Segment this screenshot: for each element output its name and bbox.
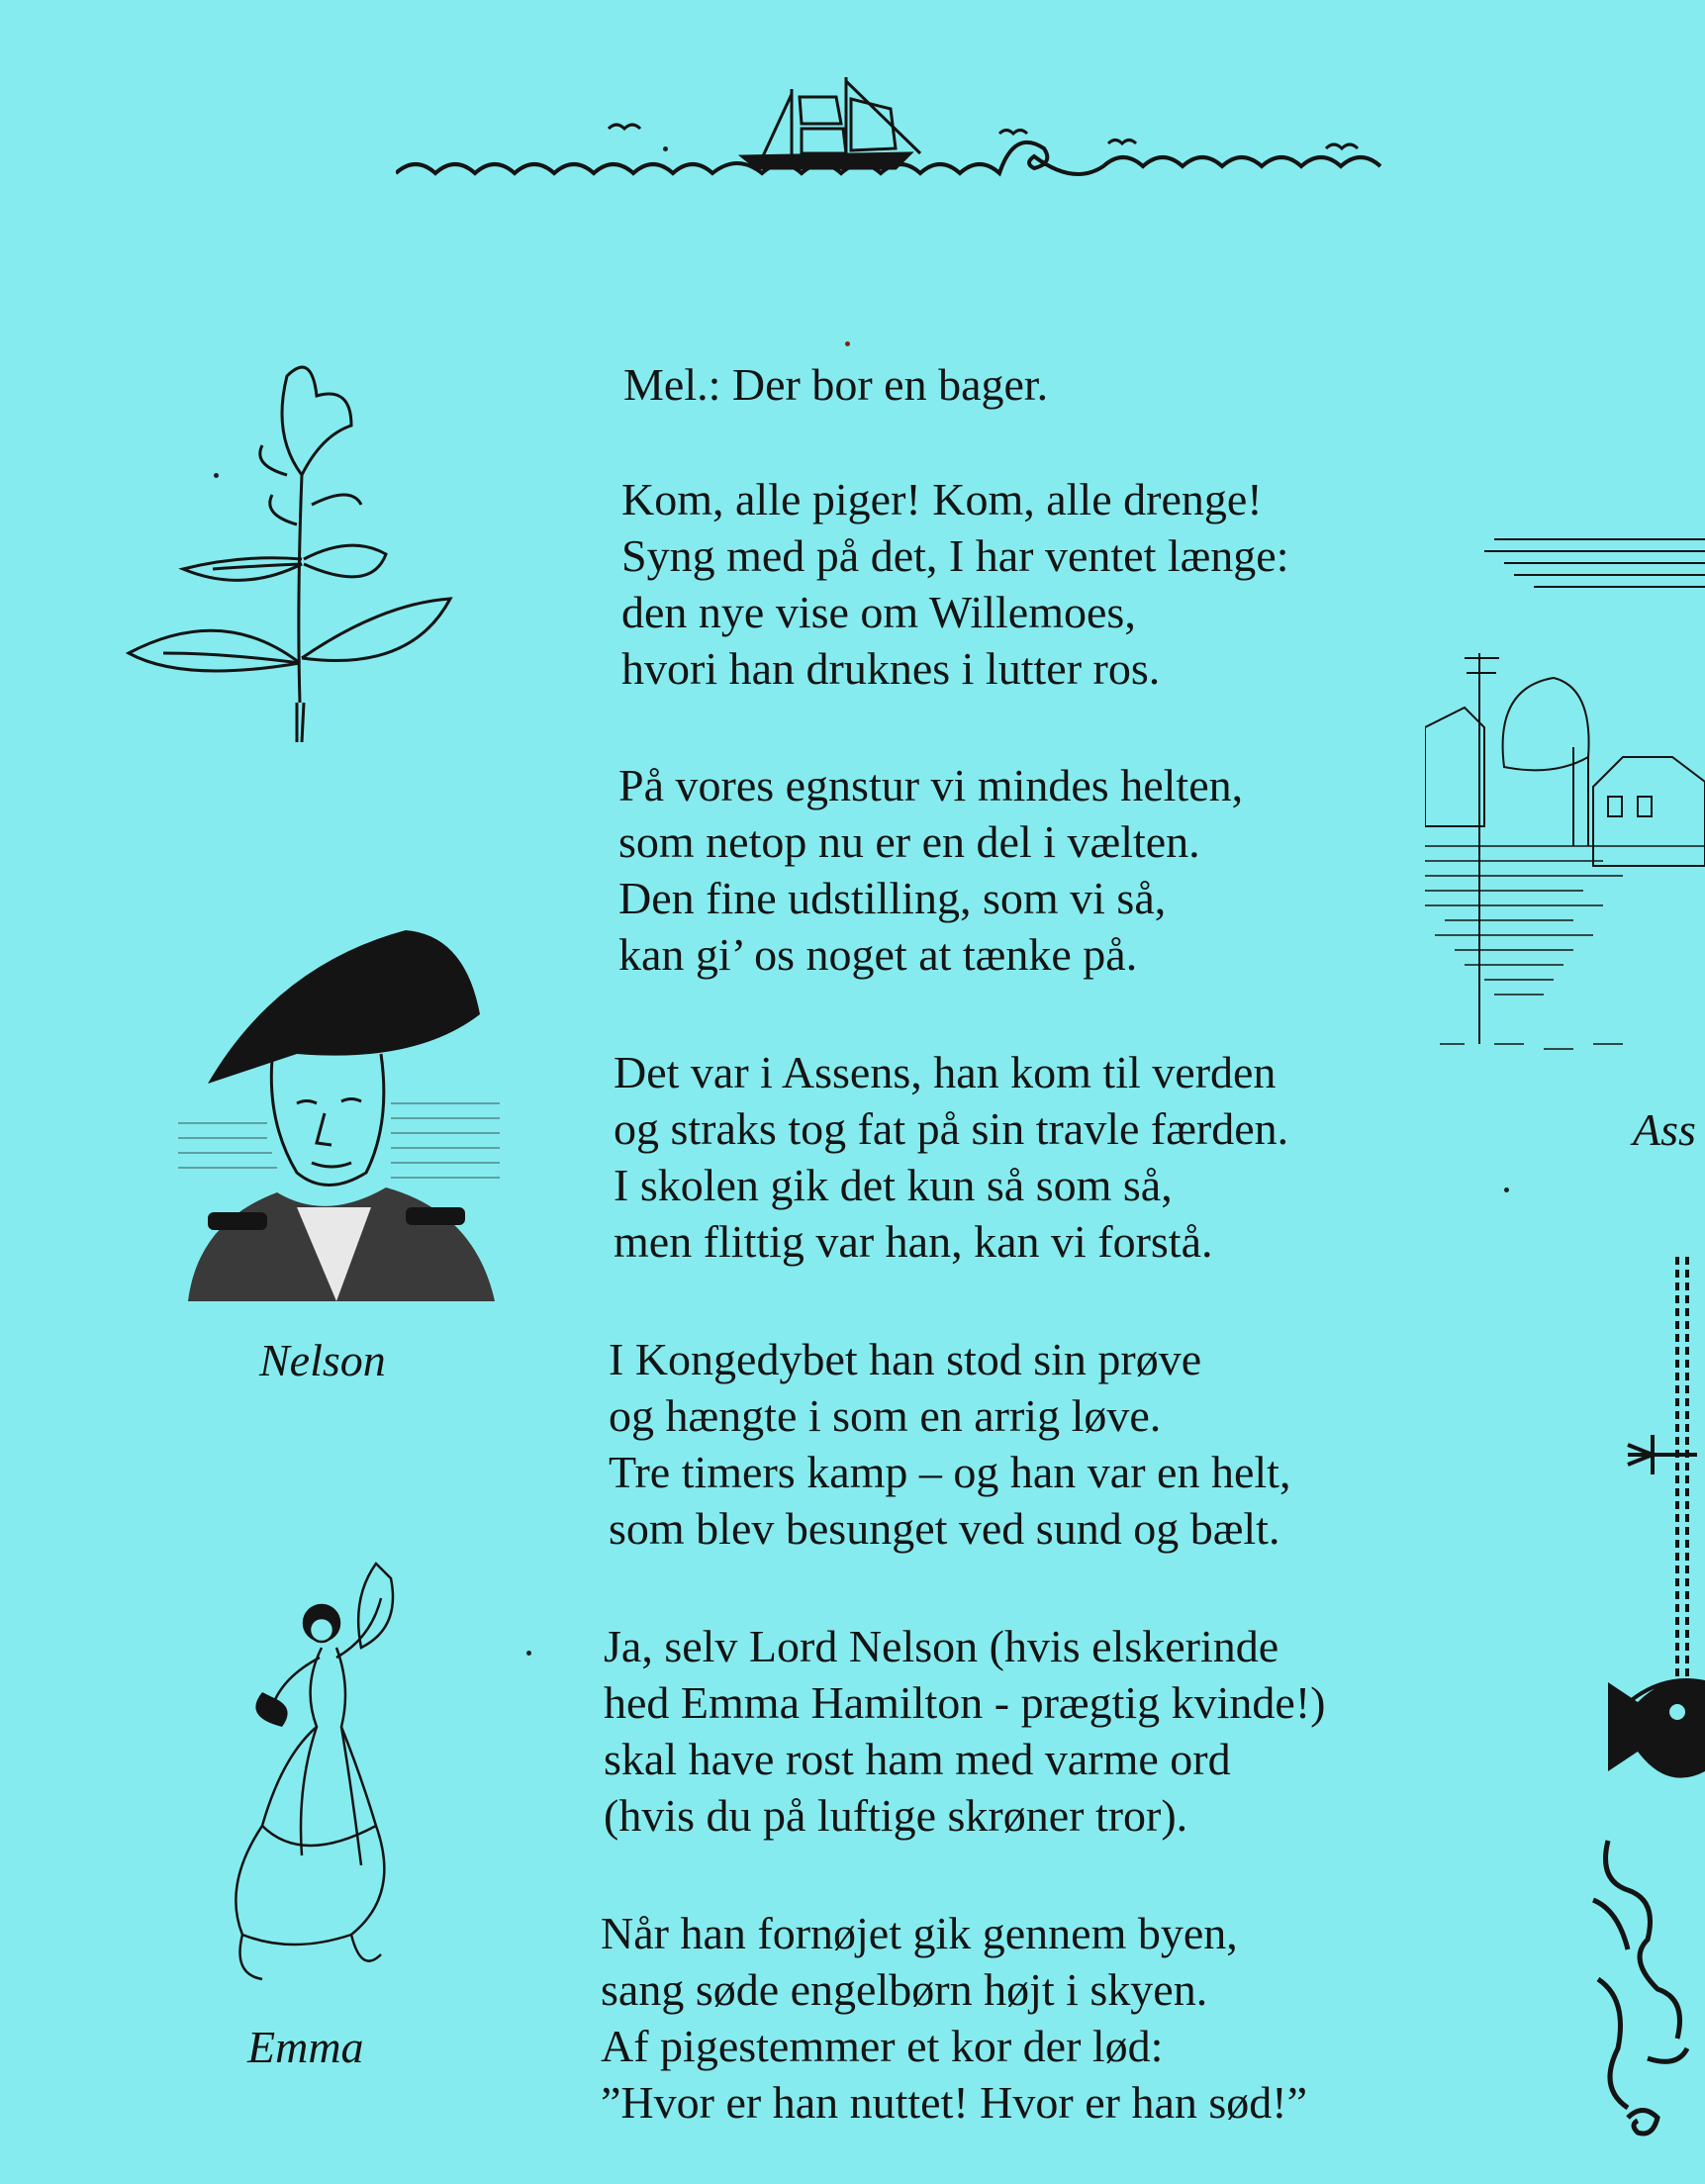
poem-line: Når han fornøjet gik gennem byen, [601, 1908, 1238, 1958]
poem-line: Det var i Assens, han kom til verden [614, 1047, 1277, 1097]
poem-line: som blev besunget ved sund og bælt. [609, 1503, 1280, 1554]
poem-line: I skolen gik det kun så som så, [614, 1160, 1173, 1210]
print-speck [526, 1651, 531, 1656]
poem-line: den nye vise om Willemoes, [621, 587, 1136, 637]
stanza-4 [609, 1331, 1290, 1557]
emma-dancing-figure-illustration [203, 1559, 450, 1984]
poem-line: som netop nu er en del i vælten. [618, 816, 1200, 867]
poem-line: På vores egnstur vi mindes helten, [618, 760, 1244, 810]
poem-line: og hængte i som en arrig løve. [609, 1390, 1162, 1441]
poem-line: skal have rost ham med varme ord [604, 1734, 1231, 1784]
stanza-3 [614, 1044, 1288, 1270]
header-ship-and-waves-illustration [396, 69, 1583, 198]
caption-assens: Ass [1633, 1104, 1696, 1155]
print-speck [214, 473, 219, 478]
print-speck [663, 146, 668, 151]
seagull-icons [609, 125, 1358, 148]
nelson-portrait-illustration [178, 925, 500, 1311]
poem-line: Kom, alle piger! Kom, alle drenge! [621, 474, 1263, 524]
assens-town-scene-illustration [1425, 529, 1705, 1059]
bicorne-hat [208, 930, 480, 1084]
stanza-2 [618, 757, 1243, 983]
poem-line: men flittig var han, kan vi forstå. [614, 1216, 1213, 1267]
caption-emma: Emma [247, 2022, 364, 2072]
poem-line: Tre timers kamp – og han var en helt, [609, 1447, 1291, 1497]
fish-icon [1608, 1680, 1705, 1778]
poem-line: I Kongedybet han stod sin prøve [609, 1334, 1202, 1384]
poem-line: Ja, selv Lord Nelson (hvis elskerinde [604, 1621, 1279, 1671]
poem-line: og straks tog fat på sin travle færden. [614, 1103, 1289, 1154]
stanza-1 [621, 471, 1289, 697]
melody-line: Mel.: Der bor en bager. [623, 359, 1049, 410]
print-speck [1504, 1187, 1509, 1192]
stanza-6 [601, 1905, 1307, 2131]
poem-line: sang søde engelbørn højt i skyen. [601, 1964, 1208, 2015]
poem-line: Af pigestemmer et kor der lød: [601, 2021, 1164, 2071]
squiggle-decoration [1588, 1821, 1705, 2167]
print-speck [845, 341, 850, 346]
stanza-5 [604, 1618, 1325, 1844]
caption-nelson: Nelson [259, 1335, 386, 1385]
poem-line: hed Emma Hamilton - prægtig kvinde!) [604, 1677, 1326, 1728]
rope-and-fish-decoration [1598, 1257, 1705, 1811]
poem-line: kan gi’ os noget at tænke på. [618, 929, 1138, 980]
poem-line: ”Hvor er han nuttet! Hvor er han sød!” [601, 2077, 1308, 2128]
flower-plant-illustration [124, 356, 460, 742]
poem-line: Syng med på det, I har ventet længe: [621, 530, 1289, 581]
poem-line: Den fine udstilling, som vi så, [618, 873, 1167, 923]
ship-icon [742, 77, 920, 168]
poem-line: hvori han druknes i lutter ros. [621, 643, 1161, 694]
poem-line: (hvis du på luftige skrøner tror). [604, 1790, 1188, 1841]
